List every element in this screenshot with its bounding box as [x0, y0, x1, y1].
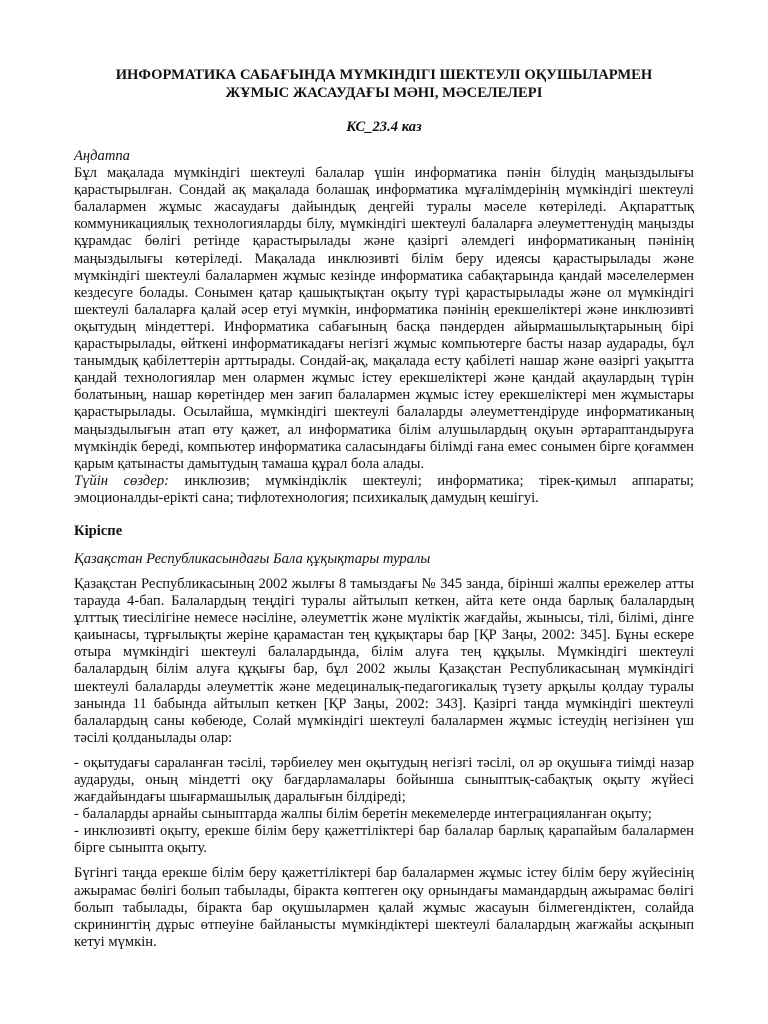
document-title: [74, 66, 694, 102]
list-item: - балаларды арнайы сыныптарда жалпы білім беретін мекемелерде интеграцияланған оқыту;: [74, 806, 652, 823]
intro-paragraph-2: Бүгінгі таңда ерекше білім беру қажеттіліктері бар балалармен жұмыс істеу білім беру жүйесінің ажырамас бөлігі болып табылады, біракта көптеген оқу орнындағы мамандардың ажырамас бөлігі болып табылады, біракта бар оқушылармен қалай жұмыс жасауын білмегендіктен, солайда скринингтің дұрыс өтпеуіне байланысты мүмкіндіктері шектеулі балалардың жағжайы асқынып кетуі мүмкін.: [74, 865, 694, 950]
keywords-text: инклюзив; мүмкіндіклік шектеулі; информатика; тірек-қимыл аппараты; эмоционалды-ерікті сана; тифлотехнология; психикалық дамудың кешігуі.: [74, 472, 694, 506]
list-item: - оқытудағы сараланған тәсілі, тәрбиелеу мен оқытудың негізгі тәсілі, ол әр оқушыға тиімді назар аударуды, оның міндетті оқу бағдарламалары бойынша сыныптық-сабақтық оқыту жүйесі жағдайындағы шығармашылық даралығын білдіреді;: [74, 754, 694, 806]
abstract-text: Бұл мақалада мүмкіндігі шектеулі балалар үшін информатика пәнін білудің маңыздылығы қарастырылған. Сондай ақ мақалада болашақ информатика мұғалімдерінің мүмкіндігі шектеулі балалармен жұмыс жасаудағы дайындық деңгейі туралы мәселе көтеріледі. Ақпараттық коммуникациялық технологияларды білу, мүмкіндігі шектеулі балаларға әлеуметтенудің маңызды құрамдас бөлігі ретінде қарастырылады және қазіргі әлемдегі информатиканың пәнінің маңыздылығы көтеріледі. Мақалада инклюзивті білім беру идеясы қарастырылады және мүмкіндігі шектеулі балалармен жұмыс кезінде информатика сабақтарында қандай мәселелермен кездесуге болады. Сонымен қатар қашықтықтан оқыту түрі қарастырылады және ол мүмкіндігі шектеулі балаларға қалай әсер етуі мүмкін, информатика пәнінің ерекшеліктері және инклюзивті оқытудың міндеттері. Информатика сабағының басқа пәндерден айырмашылықтарының бірі қарастырылады, өйткені информатикадағы негізгі жұмыс компьютерге басты назар аударады, бұл танымдық қабілеттерін арттырады. Сондай-ақ, мақалада есту қабілеті нашар және өазіргі уақытта қандай технологиялар мен олармен жұмыс істеу ерекшеліктері және қандай ақаулардың түрін болатының, нашар көретіндер мен зағип балалармен жұмыс істеу ерекшеліктері мен жұмыстары қарастырылады. Осылайша, мүмкіндігі шектеулі балаларды әлеуметтендіруде информатиканың маңыздылығын атап өту қажет, ал информатика білім алушылардың оқуын әртараптандыруға мүмкіндік береді, компьютер информатика саласындағы білімді ғана емес сонымен бірге қоғаммен қарым қатынасты дамытудың тамаша құрал бола алады.: [74, 165, 694, 472]
intro-paragraph-1: Қазақстан Республикасының 2002 жылғы 8 тамыздағы № 345 занда, бірінші жалпы ережелер атты тарауда 4-бап. Балалардың теңдігі туралы айтылып кеткен, айта кете онда барлық балалардың ұлттық тиесілігіне немесе нәсіліне, әлеуметтік және мүліктік жағдайы, жынысы, тілі, білімі, дінге қаиынасы, тұрғылықты жеріне қарамастан тең құқықтары бар [ҚР Заңы, 2002: 345]. Бұны ескере отыра мүмкіндігі шектеулі балалардында, білім алуға тең құқылы. Мүмкіндігі шектеулі балалардың білім алуға құқығы бар, бұл 2002 жылы Қазақстан Республикасынаң мүмкіндігі шектеулі балаларды әлеуметтік және медециналық-педагогикалық түзету арқылы қолдау туралы занында 11 бабында айтылып кеткен [ҚР Заңы, 2002: 343]. Қазіргі таңда мүмкіндігі шектеулі балалардың саны көбеюде, Солай мүмкіндігі шектеулі балалармен жұмыс істеудің негізінен үш тәсілі қолданылады олар:: [74, 575, 694, 746]
keywords-label: Түйін сөздер:: [74, 472, 169, 489]
title-line-2: ЖҰМЫС ЖАСАУДАҒЫ МӘНІ, МӘСЕЛЕЛЕРІ: [225, 85, 543, 101]
document-code: КС_23.4 каз: [346, 119, 422, 135]
list-item: - инклюзивті оқыту, ерекше білім беру қажеттіліктері бар балалар барлық қарапайым балалармен бірге сыныпта оқыту.: [74, 823, 694, 857]
abstract-label: Аңдатпа: [74, 148, 130, 164]
keywords-paragraph: [74, 473, 694, 507]
title-line-1: ИНФОРМАТИКА САБАҒЫНДА МҮМКІНДІГІ ШЕКТЕУЛІ ОҚУШЫЛАРМЕН: [115, 67, 653, 83]
approaches-list: [74, 755, 694, 858]
intro-subheading: Қазақстан Республикасындағы Бала құқықтары туралы: [74, 550, 431, 567]
intro-heading: Кіріспе: [74, 522, 123, 539]
